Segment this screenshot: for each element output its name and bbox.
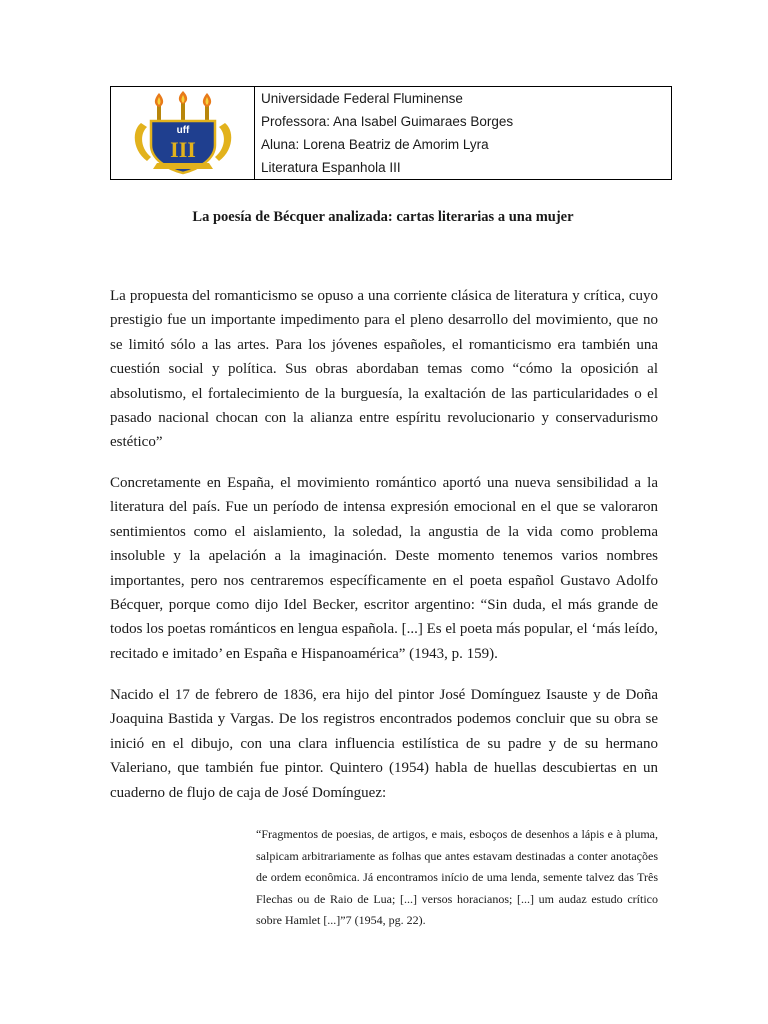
professor-name: Professora: Ana Isabel Guimaraes Borges (261, 114, 514, 129)
logo-cell (111, 87, 255, 179)
paragraph-2: Concretamente en España, el movimiento romántico aportó una nueva sensibilidad a la literatura del país. Fue un período de intensa expresión emocional en el que se valoraron sentimientos como el aislamiento, la soledad, la angustia de la vida como problema insoluble y la apelación a la imaginación. Deste momento tenemos varios nombres importantes, pero nos centraremos específicamente en el poeta español Gustavo Adolfo Bécquer, porque como dijo Idel Becker, escritor argentino: “Sin duda, el más grande de todos los poetas románticos en lengua española. [...] Es el poeta más popular, el ‘más leído, recitado e imitado’ en España e Hispanoamérica” (1943, p. 159). (110, 475, 659, 662)
paragraph-3: Nacido el 17 de febrero de 1836, era hijo del pintor José Domínguez Isauste y de Doña Joaquina Bastida y Vargas. De los registros encontrados podemos concluir que su obra se inició en el dibujo, con una clara influencia estilística de su padre y de su hermano Valeriano, que también fue pintor. Quintero (1954) habla de huellas descubiertas en un cuaderno de flujo de caja de José Domínguez: (110, 687, 658, 801)
header-info (255, 87, 671, 179)
course-name: Literatura Espanhola III (261, 160, 401, 175)
student-name: Aluna: Lorena Beatriz de Amorim Lyra (261, 137, 489, 152)
logo-numeral: III (169, 137, 196, 162)
uff-crest-icon (127, 91, 239, 175)
document-title: La poesía de Bécquer analizada: cartas literarias a una mujer (192, 209, 574, 225)
university-name: Universidade Federal Fluminense (261, 91, 463, 106)
block-quote: “Fragmentos de poesias, de artigos, e mais, esboços de desenhos a lápis e à pluma, salpicam arbitrariamente as folhas que antes estavam destinadas a conter anotações de ordem econômica. Já encontramos início de uma lenda, semente talvez das Três Flechas ou de Raio de Lua; [...] versos horacianos; [...] um audaz estudo crítico sobre Hamlet [...]”7 (1954, pg. 22). (256, 827, 658, 928)
header-table (110, 86, 672, 180)
paragraph-1: La propuesta del romanticismo se opuso a una corriente clásica de literatura y crítica, cuyo prestigio fue un importante impedimento para el pleno desarrollo del movimiento, que no se limitó sólo a las artes. Para los jóvenes españoles, el romanticismo era también una cuestión social y política. Sus obras abordaban temas como “cómo la oposición al absolutismo, el fortalecimiento de la burguesía, la exaltación de las particularidades o el pasado nacional chocan con la alianza entre espíritu revolucionario y conservadurismo estético” (110, 288, 658, 451)
logo-text: uff (176, 125, 189, 136)
